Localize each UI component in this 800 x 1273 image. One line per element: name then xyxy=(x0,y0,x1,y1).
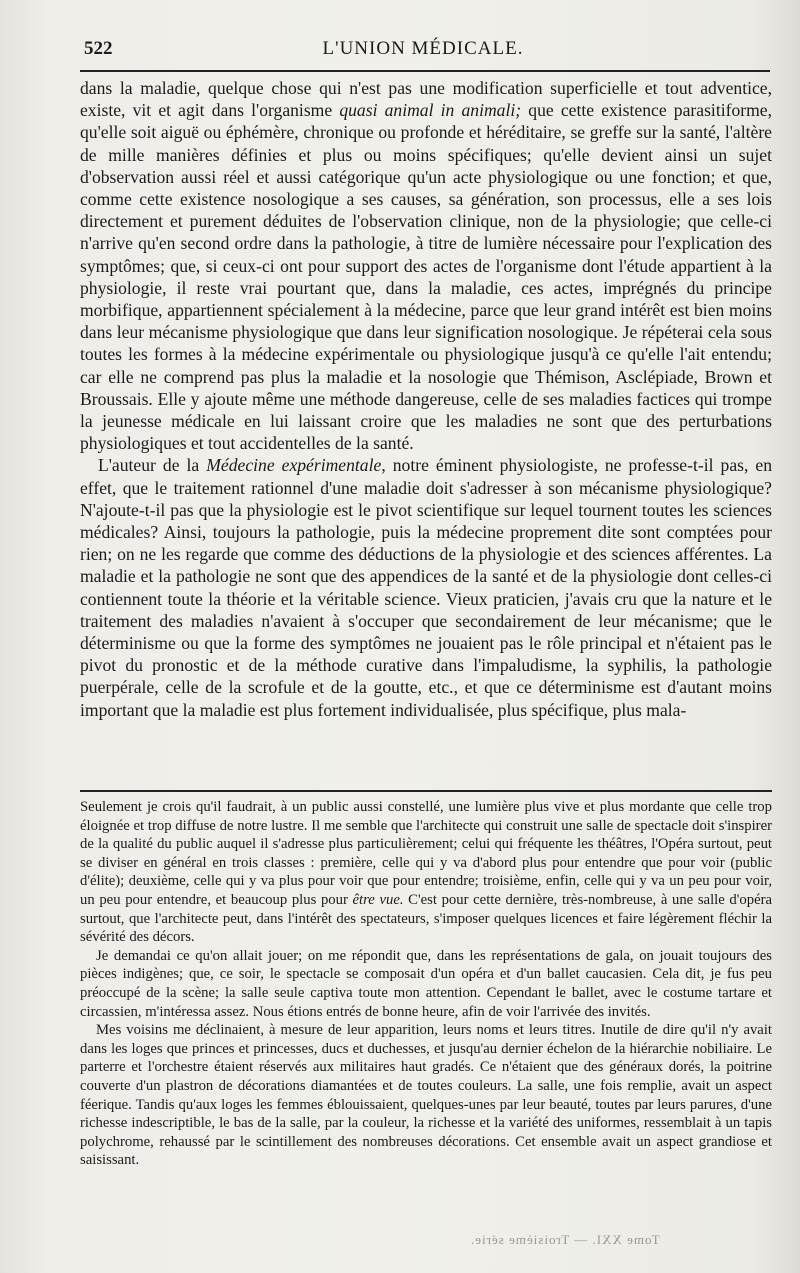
page-number: 522 xyxy=(84,38,113,59)
text-run: Seulement je crois qu'il faudrait, à un public aussi constellé, une lumière plus vive et plus mordante que celle trop éloignée et trop diffuse de notre lustre. Il me semble que l'architecte qui construit une salle de spectacle doit s'inspirer de la qualité du public auquel il s'adresse plus particulièrement; celui qui fréquente les théâtres, l'Opéra surtout, peut se diviser en général en trois classes : première, celle qui y va d'abord plus pour entendre que pour voir (public d'élite); deuxième, celle qui y va plus pour voir que pour entendre; troisième, enfin, celle qui y va un peu pour voir, un peu pour entendre, et beaucoup plus pour xyxy=(80,799,772,908)
bleed-through-text: Tome XXI. — Troisième série. xyxy=(470,1232,660,1247)
book-title: Médecine expérimentale xyxy=(206,455,382,476)
emphasis: être vue. xyxy=(352,891,404,908)
feuilleton-paragraph-1 xyxy=(80,798,772,947)
main-article-text xyxy=(80,77,772,721)
header-rule xyxy=(80,70,770,72)
text-run: C'est pour cette dernière, très-nombreuse, à une salle d'opéra surtout, que l'architecte peut, dans l'intérêt des spectateurs, s'imposer quelques licences et faire légèrement fléchir la sévérité des décors. xyxy=(80,891,773,946)
text-run: que cette existence parasitiforme, qu'elle soit aiguë ou éphémère, chronique ou profonde et héréditaire, se greffe sur la santé, l'altère de mille manières définies et plus ou moins spécifiques; qu'elle devient ainsi un sujet d'observation aussi réel et aussi catégorique qu'un acte physiologique ou une fonction; et que, comme cette existence nosologique a ses causes, sa génération, son processus, elle a ses lois directement et purement déduites de l'observation clinique, non de la physiologie; que celle-ci n'arrive qu'en second ordre dans la pathologie, à titre de lumière nécessaire pour l'explication des symptômes; que, si ceux-ci ont pour support des actes de l'organisme dont l'étude appartient à la physiologie, il reste vrai pourtant que, dans la maladie, ces actes, imprégnés du principe morbifique, appartiennent spécialement à la médecine, parce que leur grand intérêt est bien moins dans leur mécanisme physiologique que dans leur signification nosologique. Je répéterai cela sous toutes les formes à la médecine expérimentale ou physiologique jusqu'à ce qu'elle l'ait entendu; car elle ne comprend pas plus la maladie et la nosologie que Thémison, Asclépiade, Brown et Broussais. Elle y ajoute même une méthode dangereuse, celle de ses maladies factices qui trompe la jeunesse médicale en lui laissant croire que les maladies ne sont que des perturbations physiologiques et tout accidentelles de la santé. xyxy=(80,100,772,454)
feuilleton-rule xyxy=(80,790,772,792)
feuilleton-paragraph-2: Je demandai ce qu'on allait jouer; on me répondit que, dans les représentations de gala, on jouait toujours des pièces indigènes; que, ce soir, le spectacle se composait d'un opéra et d'un ballet caucasien. Cela dit, je fus peu préoccupé de la scène; la salle seule captiva toute mon attention. Cependant le ballet, avec le costume tartare et circassien, m'intéressa assez. Nous étions entrés de bonne heure, afin de voir l'arrivée des invités. xyxy=(80,947,772,1020)
feuilleton-paragraph-3: Mes voisins me déclinaient, à mesure de leur apparition, leurs noms et leurs titres. Inutile de dire qu'il n'y avait dans les loges que princes et princesses, ducs et duchesses, et jusqu'au dernier échelon de la hiérarchie nobiliaire. Le parterre et l'orchestre étaient réservés aux militaires haut gradés. Ce n'étaient que des généraux dorés, la poitrine couverte d'un plastron de décorations diamantées et de toutes couleurs. La salle, une fois remplie, avait un aspect féerique. Tandis qu'aux loges les femmes éblouissaient, quelques-unes par leur beauté, toutes par leurs parures, d'une richesse indescriptible, le bas de la salle, par la couleur, la richesse et la variété des uniformes, ressemblait à un tapis polychrome, rehaussé par le scintillement des nombreuses décorations. Cet ensemble avait un aspect grandiose et saisissant. xyxy=(80,1022,772,1169)
text-run: L'auteur de la xyxy=(98,455,207,476)
text-run: , notre éminent physiologiste, ne professe-t-il pas, en effet, que le traitement rationnel d'une maladie doit s'adresser à son mécanisme physiologique? N'ajoute-t-il pas que la physiologie est le pivot scientifique sur lequel tournent toutes les sciences médicales? Ainsi, toujours la pathologie, puis la médecine proprement dite sont comptées pour rien; on ne les regarde que comme des déductions de la physiologie et des sciences afférentes. La maladie et la pathologie ne sont que des appendices de la santé et de la physiologie dont celles-ci contiennent toute la théorie et la véritable science. Vieux praticien, j'avais cru que la nature et le traitement des maladies n'avaient à s'occuper que secondairement de leur mécanisme; que le déterminisme ou que la forme des symptômes ne jouaient pas le rôle principal et n'étaient pas le pivot du pronostic et de la méthode curative dans l'impaludisme, la syphilis, la pathologie puerpérale, celle de la scrofule et de la goutte, etc., et que ce déterminisme est d'autant moins important que la maladie est plus fortement individualisée, plus spécifique, plus mala- xyxy=(80,455,772,720)
text-run: dans la maladie, quelque chose qui n'est pas une modification superficielle et tout adventice, existe, vit et agit dans l'organisme xyxy=(80,78,772,121)
page-header xyxy=(78,38,768,66)
latin-quote: quasi animal in animali; xyxy=(339,100,522,121)
main-paragraph-2 xyxy=(80,454,772,720)
main-paragraph-1 xyxy=(80,77,772,454)
journal-title: L'UNION MÉDICALE. xyxy=(322,38,524,59)
feuilleton-text xyxy=(80,798,772,1170)
